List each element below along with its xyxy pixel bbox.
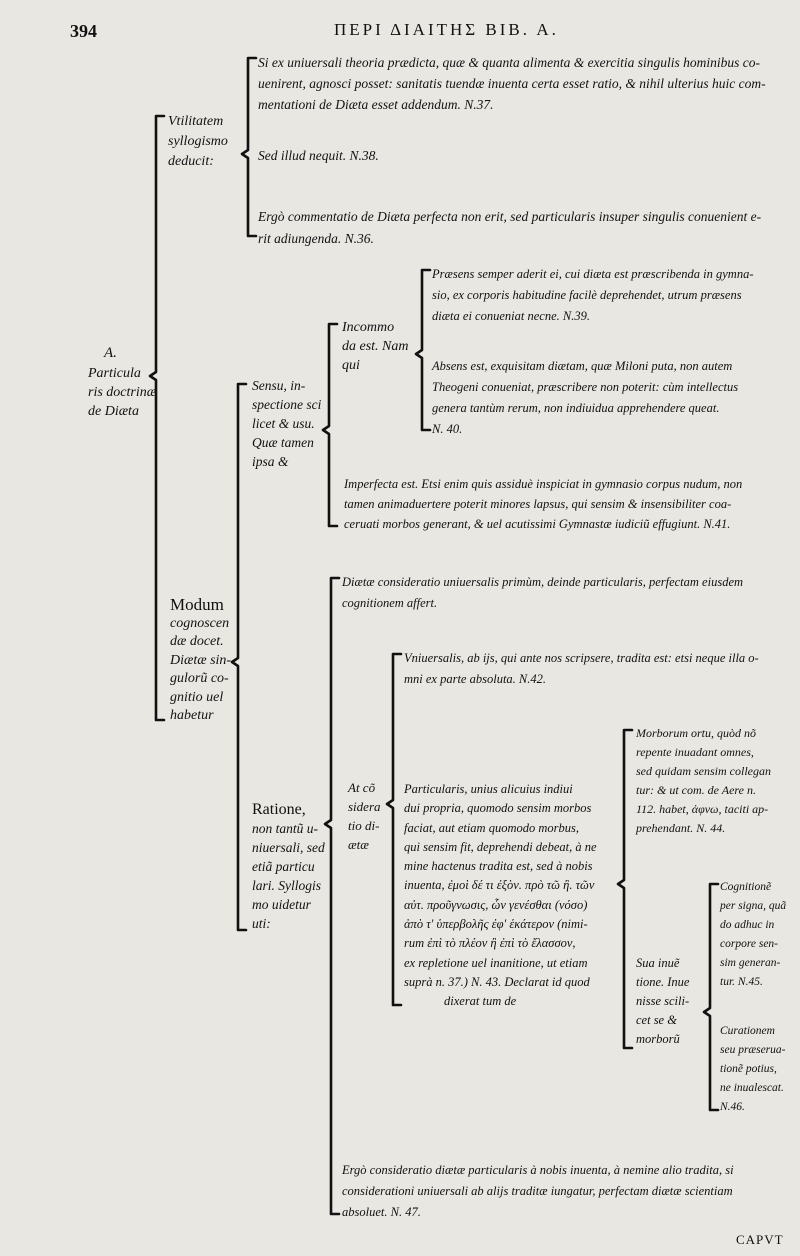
text-line: ne inualescat.	[720, 1082, 784, 1094]
ratione-line: uti:	[252, 916, 271, 931]
text-line: Vniuersalis, ab ijs, qui ante nos scripsere, tradita est: etsi neque illa o-	[404, 651, 759, 665]
modum-line: habetur	[170, 708, 214, 723]
text-line: Ergò consideratio diætæ particularis à nobis inuenta, à nemine alio tradita, si	[342, 1163, 734, 1177]
sua-inuentione-label	[636, 954, 689, 1049]
text-line: Ergò commentatio de Diæta perfecta non erit, sed particularis insuper singulis conuenient e-	[258, 209, 762, 224]
ratione-label	[252, 800, 325, 933]
root-line: Particula	[88, 366, 141, 381]
modum-label	[170, 596, 231, 726]
text-line: genera tantùm rerum, non indiuidua apprehendere queat.	[432, 401, 720, 415]
utilitatem-item-3	[258, 206, 761, 250]
utilitatem-line: deducit:	[168, 154, 214, 169]
text-line: mentationi de Diæta esset addendum. N.37.	[258, 97, 494, 112]
text-line: N. 40.	[432, 422, 463, 436]
at-line: sidera	[348, 799, 381, 814]
text-line: dui propria, quomodo sensim morbos	[404, 801, 592, 816]
text-line: seu præserua-	[720, 1044, 786, 1056]
sensu-label	[252, 376, 321, 471]
bracket-modum	[232, 384, 246, 930]
utilitatem-line: syllogismo	[168, 134, 228, 149]
bracket-ratione	[325, 578, 339, 1214]
text-line: morborũ	[636, 1032, 680, 1046]
page-number: 394	[70, 21, 97, 41]
text-line: faciat, aut etiam quomodo morbus,	[404, 820, 579, 835]
text-line: mine hactenus tradita est, sed à nobis	[404, 859, 593, 874]
text-line: tione. Inue	[636, 975, 690, 989]
text-line: cognitionem affert.	[342, 596, 438, 610]
text-line: prehendant. N. 44.	[636, 821, 726, 835]
modum-line: gulorũ co-	[170, 671, 229, 686]
catchword: CAPVT	[736, 1232, 784, 1247]
text-line: per signa, quã	[720, 900, 787, 912]
bracket-sua	[704, 884, 718, 1110]
text-line: considerationi uniuersali ab alijs traditæ iungatur, perfectam diætæ scientiam	[342, 1184, 733, 1198]
utilitatem-line: Vtilitatem	[168, 114, 224, 129]
text-line: Præsens semper aderit ei, cui diæta est præscribenda in gymna-	[432, 267, 754, 281]
text-line: ceruati morbos generant, & uel acutissimi Gymnastæ iudiciũ effugiunt. N.41.	[344, 517, 731, 531]
modum-line: gnitio uel	[170, 689, 224, 705]
root-line: ris doctrinæ	[88, 385, 157, 400]
at-line: tio di-	[348, 818, 380, 833]
text-line: rum ἐπὶ τὸ πλέον ἢ ἐπὶ τὸ ἔλασσον,	[404, 936, 576, 951]
text-line: Sed illud nequit. N.38.	[258, 148, 379, 163]
modum-line: cognoscen	[170, 615, 230, 631]
text-line: ἀπὸ τ' ὑπερβολῆς ἐφ' ἑκάτερον (nimi-	[404, 917, 588, 932]
text-line: tamen animaduertere poterit minores lapsus, qui sensim & insensibiliter coa-	[344, 497, 732, 511]
text-line: tur: & ut com. de Aere n.	[636, 783, 756, 797]
bracket-particularis	[618, 730, 632, 1048]
sensu-line: Sensu, in-	[252, 378, 306, 393]
text-line: dixerat tum de	[444, 994, 517, 1009]
text-line: Theogeni conueniat, præscribere non poterit: cùm intellectus	[432, 380, 739, 394]
text-line: αὐτ. προῦγνωσις, ὧν γενέσθαι (νόσο)	[404, 897, 588, 912]
incommoda-line: qui	[342, 358, 360, 373]
utilitatem-label	[168, 112, 228, 172]
text-line: sim generan-	[720, 957, 781, 969]
text-line: ex repletione uel inanitione, ut etiam	[404, 955, 588, 970]
text-line: repente inuadant omnes,	[636, 745, 754, 759]
at-line: At cõ	[348, 780, 376, 795]
text-line: absoluet. N. 47.	[342, 1205, 421, 1219]
text-line: diæta ei conueniat necne. N.39.	[432, 309, 590, 323]
text-line: Absens est, exquisitam diætam, quæ Miloni puta, non autem	[432, 359, 733, 373]
text-line: Morborum ortu, quòd nõ	[636, 726, 757, 740]
text-line: sed quidam sensim collegan	[636, 764, 771, 778]
incommoda-label	[342, 318, 409, 375]
modum-line: Diætæ sin-	[170, 652, 232, 668]
at-line: ætæ	[348, 837, 369, 852]
text-line: tionẽ potius,	[720, 1063, 777, 1075]
bracket-incommoda	[416, 270, 430, 430]
text-line: tur. N.45.	[720, 976, 763, 988]
imperfecta-text	[344, 474, 742, 534]
text-line: do adhuc in	[720, 919, 775, 931]
cognitione-text	[720, 878, 786, 992]
text-line: Sua inuẽ	[636, 956, 680, 970]
text-line: qui sensim fit, deprehendi debeat, à ne	[404, 839, 597, 854]
ratione-line: etiã particu	[252, 859, 315, 874]
utilitatem-item-1	[258, 52, 766, 115]
text-line: Diætæ consideratio uniuersalis primùm, deinde particularis, perfectam eiusdem	[342, 575, 744, 589]
sensu-line: ipsa &	[252, 454, 289, 469]
incommoda-line: Incommo	[342, 320, 395, 335]
text-line: corpore sen-	[720, 938, 779, 950]
praesens-text	[432, 264, 754, 327]
text-line: Curationem	[720, 1025, 775, 1037]
text-line: 112. habet, ἀφνω, taciti ap-	[636, 802, 769, 816]
bracket-sensu	[323, 324, 337, 526]
modum-line: Modum	[170, 595, 224, 614]
text-line: Cognitionẽ	[720, 881, 772, 893]
root-line: de Diæta	[88, 404, 139, 419]
ergo-conclusion	[342, 1160, 734, 1223]
text-line: mni ex parte absoluta. N.42.	[404, 672, 547, 686]
text-line: rit adiungenda. N.36.	[258, 231, 374, 246]
sensu-line: Quæ tamen	[252, 435, 314, 450]
at-consideratio-label	[348, 778, 381, 854]
text-line: Si ex uniuersali theoria prædicta, quæ & quanta alimenta & exercitia singulis hominibus co-	[258, 55, 760, 70]
text-line: cet se &	[636, 1013, 677, 1027]
bracket-utilitatem	[242, 58, 256, 236]
ratione-line: lari. Syllogis	[252, 878, 322, 893]
sensu-line: spectione sci	[252, 397, 322, 412]
ratione-line: Ratione,	[252, 801, 306, 818]
text-line: inuenta, ἐμοὶ δέ τι ἐξὸν. πρὸ τῶ ἢ. τῶν	[404, 878, 595, 893]
text-line: nisse scili-	[636, 994, 690, 1008]
sensu-line: licet & usu.	[252, 416, 315, 431]
running-title: ΠΕΡΙ ΔΙΑΙΤΗΣ ΒΙΒ. Α.	[334, 20, 559, 39]
root-heading	[88, 364, 156, 421]
text-line: sio, ex corporis habitudine facilè deprehendet, utrum præsens	[432, 288, 742, 302]
root-letter: A.	[104, 345, 117, 361]
modum-line: dæ docet.	[170, 634, 224, 649]
particularis-text	[404, 780, 597, 1012]
curatione-text	[720, 1022, 786, 1117]
uniuersalis-text	[404, 648, 759, 690]
text-line: suprà n. 37.) N. 43. Declarat id quod	[404, 974, 590, 989]
text-line: Particularis, unius alicuius indiui	[404, 782, 573, 796]
morborum-text	[636, 724, 771, 838]
text-line: N.46.	[720, 1101, 745, 1113]
ratione-line: niuersali, sed	[252, 840, 325, 855]
text-line: Imperfecta est. Etsi enim quis assiduè inspiciat in gymnasio corpus nudum, non	[344, 477, 743, 491]
ratione-line: mo uidetur	[252, 897, 311, 912]
incommoda-line: da est. Nam	[342, 339, 409, 354]
absens-text	[432, 356, 738, 440]
bracket-at	[387, 654, 401, 1005]
ratione-first	[342, 572, 743, 614]
text-line: uenirent, agnosci posset: sanitatis tuendæ inuenta certa esset ratio, & nihil ulterius huic com-	[258, 76, 766, 91]
utilitatem-item-2	[258, 146, 379, 165]
ratione-line: non tantũ u-	[252, 821, 318, 836]
